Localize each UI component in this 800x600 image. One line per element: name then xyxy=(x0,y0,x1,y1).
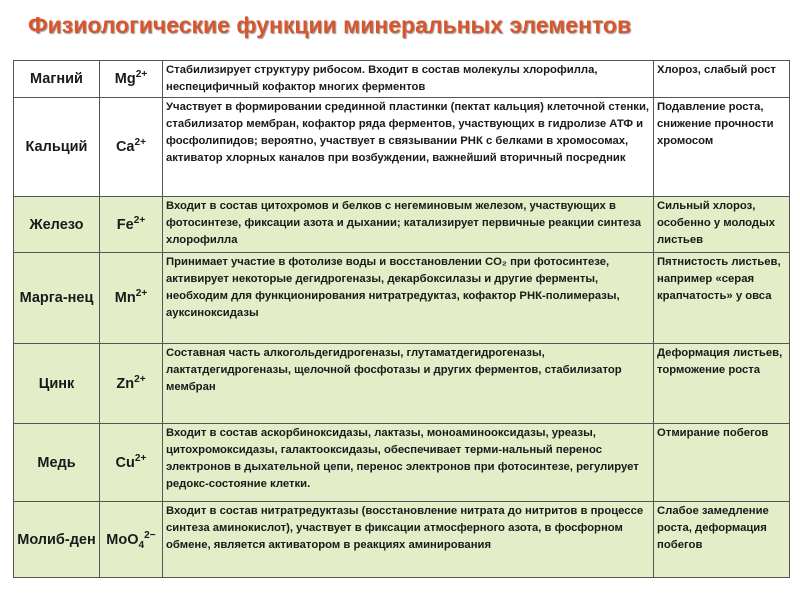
element-name: Кальций xyxy=(14,98,100,197)
deficiency-symptom: Сильный хлороз, особенно у молодых листьев xyxy=(654,197,790,253)
element-name: Магний xyxy=(14,61,100,98)
element-function: Стабилизирует структуру рибосом. Входит в состав молекулы хлорофилла, неспецифичный кофактор многих ферментов xyxy=(163,61,654,98)
element-function: Принимает участие в фотолизе воды и восстановлении CO₂ при фотосинтезе, активирует некоторые дегидрогеназы, декарбоксилазы и другие ферменты, необходим для функционирования нитратредуктаз, кофактор РНК-полимеразы, ауксиноксидазы xyxy=(163,253,654,344)
element-function: Входит в состав аскорбиноксидазы, лактазы, моноаминооксидазы, уреазы, цитохромоксидазы, галактооксидазы, обеспечивает терми-нальный перенос электронов в дыхательной цепи, перенос электронов при фотосинтезе, регулирует редокс-состояние клетки. xyxy=(163,424,654,502)
deficiency-symptom: Подавление роста, снижение прочности хромосом xyxy=(654,98,790,197)
element-function: Входит в состав цитохромов и белков с негеминовым железом, участвующих в фотосинтезе, фиксации азота и дыхании; катализирует первичные реакции синтеза хлорофилла xyxy=(163,197,654,253)
element-symbol: $Cu^{2+}$ xyxy=(100,424,163,502)
deficiency-symptom: Деформация листьев, торможение роста xyxy=(654,344,790,424)
element-symbol: $Mg^{2+}$ xyxy=(100,61,163,98)
table-row-calcium xyxy=(14,98,790,197)
table-row-zinc xyxy=(14,344,790,424)
table-row-magnesium xyxy=(14,61,790,98)
deficiency-symptom: Пятнистость листьев, например «серая крапчатость» у овса xyxy=(654,253,790,344)
element-symbol: MoO$_4^{2-}$ xyxy=(100,502,163,578)
element-symbol: $Fe^{2+}$ xyxy=(100,197,163,253)
table-row-molybdenum xyxy=(14,502,790,578)
mineral-elements-table xyxy=(13,60,790,578)
element-symbol: $Mn^{2+}$ xyxy=(100,253,163,344)
page-title: Физиологические функции минеральных элементов xyxy=(28,12,632,38)
table-row-copper xyxy=(14,424,790,502)
table-row-iron xyxy=(14,197,790,253)
element-name: Железо xyxy=(14,197,100,253)
element-name: Цинк xyxy=(14,344,100,424)
element-name: Марга-нец xyxy=(14,253,100,344)
element-name: Молиб-ден xyxy=(14,502,100,578)
deficiency-symptom: Слабое замедление роста, деформация побегов xyxy=(654,502,790,578)
element-function: Входит в состав нитратредуктазы (восстановление нитрата до нитритов в процессе синтеза аминокислот), участвует в фиксации атмосферного азота, в фосфорном обмене, является активатором в реакциях аминирования xyxy=(163,502,654,578)
element-symbol: $Ca^{2+}$ xyxy=(100,98,163,197)
element-function: Составная часть алкогольдегидрогеназы, глутаматдегидрогеназы, лактатдегидрогеназы, щелочной фосфотазы и других ферментов, стабилизатор мембран xyxy=(163,344,654,424)
deficiency-symptom: Отмирание побегов xyxy=(654,424,790,502)
element-function: Участвует в формировании срединной пластинки (пектат кальция) клеточной стенки, стабилизатор мембран, кофактор ряда ферментов, участвующих в гидролизе АТФ и фосфолипидов; вероятно, участвует в связывании РНК с белками в хромосомах, активатор хлорных каналов при возбуждении, важнейший вторичный посредник xyxy=(163,98,654,197)
element-name: Медь xyxy=(14,424,100,502)
deficiency-symptom: Хлороз, слабый рост xyxy=(654,61,790,98)
element-symbol: $Zn^{2+}$ xyxy=(100,344,163,424)
table-row-manganese xyxy=(14,253,790,344)
